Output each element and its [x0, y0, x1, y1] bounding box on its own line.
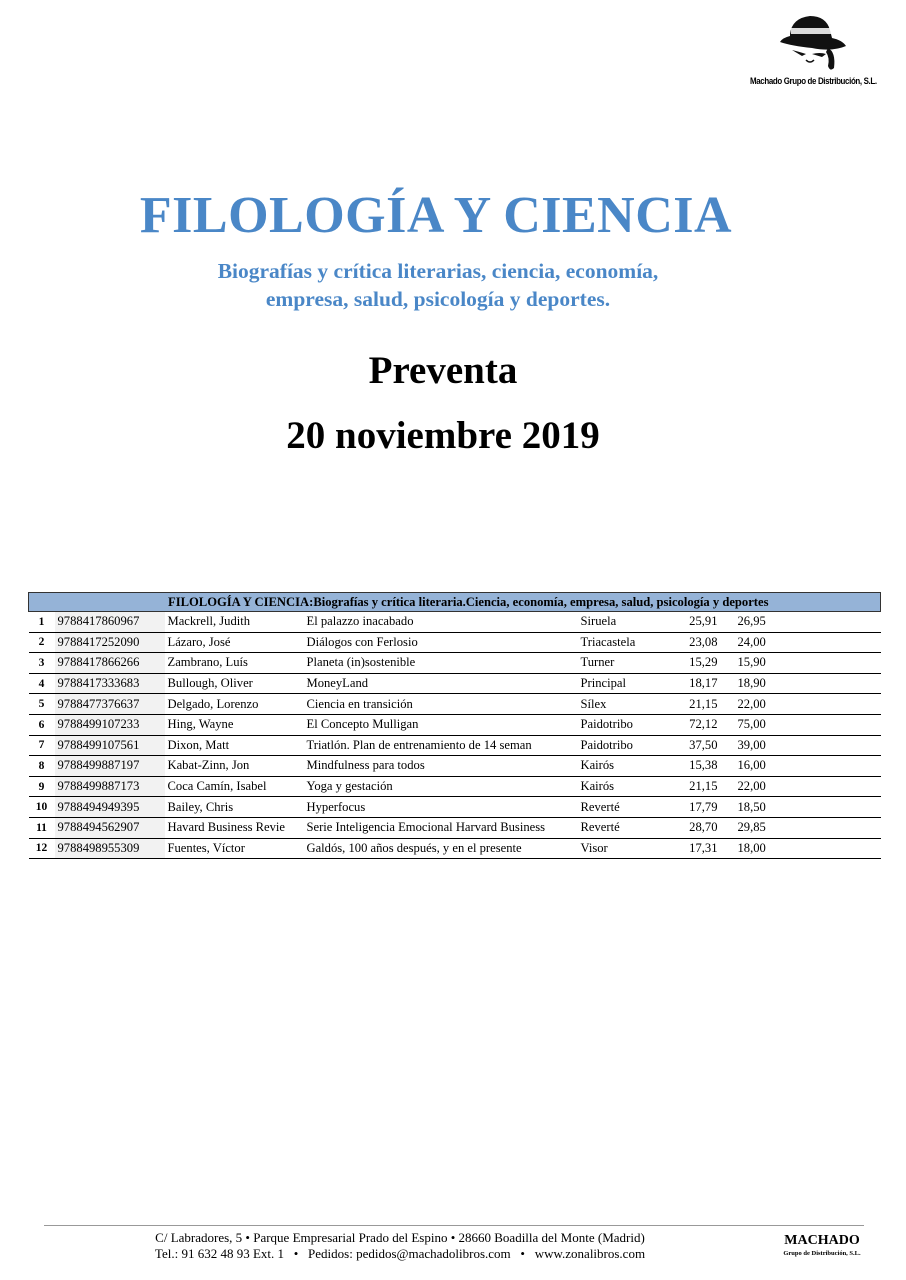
price-cell: 21,15 — [676, 694, 726, 715]
table-row — [29, 632, 881, 653]
row-number: 9 — [29, 776, 55, 797]
row-number: 11 — [29, 817, 55, 838]
publisher-cell: Kairós — [578, 776, 676, 797]
author-cell: Bullough, Oliver — [165, 673, 304, 694]
table-row — [29, 735, 881, 756]
pvp-cell: 16,00 — [726, 756, 881, 777]
author-cell: Mackrell, Judith — [165, 612, 304, 633]
price-cell: 17,79 — [676, 797, 726, 818]
pvp-cell: 15,90 — [726, 653, 881, 674]
table-header: FILOLOGÍA Y CIENCIA:Biografías y crítica literaria.Ciencia, economía, empresa, salud, psicología y deportes — [29, 593, 881, 612]
price-cell: 15,29 — [676, 653, 726, 674]
isbn-cell: 9788499887173 — [55, 776, 165, 797]
isbn-cell: 9788417252090 — [55, 632, 165, 653]
price-cell: 72,12 — [676, 714, 726, 735]
table-row — [29, 838, 881, 859]
title-cell: Ciencia en transición — [304, 694, 578, 715]
table-row — [29, 756, 881, 777]
table-row — [29, 817, 881, 838]
publisher-cell: Triacastela — [578, 632, 676, 653]
title-cell: Galdós, 100 años después, y en el presente — [304, 838, 578, 859]
isbn-cell: 9788417866266 — [55, 653, 165, 674]
table-row — [29, 653, 881, 674]
publisher-cell: Paidotribo — [578, 735, 676, 756]
author-cell: Coca Camín, Isabel — [165, 776, 304, 797]
table-row — [29, 714, 881, 735]
pvp-cell: 18,00 — [726, 838, 881, 859]
row-number: 1 — [29, 612, 55, 633]
footer-address: C/ Labradores, 5 • Parque Empresarial Prado del Espino • 28660 Boadilla del Monte (Madrid) — [155, 1230, 645, 1245]
author-cell: Havard Business Revie — [165, 817, 304, 838]
pvp-cell: 18,50 — [726, 797, 881, 818]
table-row — [29, 612, 881, 633]
logo-text: Machado Grupo de Distribución, S.L. — [750, 76, 877, 86]
author-cell: Bailey, Chris — [165, 797, 304, 818]
pvp-cell: 18,90 — [726, 673, 881, 694]
isbn-cell: 9788499107561 — [55, 735, 165, 756]
isbn-cell: 9788417333683 — [55, 673, 165, 694]
price-cell: 15,38 — [676, 756, 726, 777]
page-subtitle — [0, 257, 876, 313]
price-cell: 25,91 — [676, 612, 726, 633]
publisher-cell: Siruela — [578, 612, 676, 633]
row-number: 3 — [29, 653, 55, 674]
row-number: 10 — [29, 797, 55, 818]
author-cell: Hing, Wayne — [165, 714, 304, 735]
pvp-cell: 24,00 — [726, 632, 881, 653]
publisher-cell: Paidotribo — [578, 714, 676, 735]
pvp-cell: 29,85 — [726, 817, 881, 838]
title-cell: Triatlón. Plan de entrenamiento de 14 seman — [304, 735, 578, 756]
row-number: 6 — [29, 714, 55, 735]
presale-date: 20 noviembre 2019 — [286, 414, 600, 457]
title-cell: Diálogos con Ferlosio — [304, 632, 578, 653]
title-cell: Serie Inteligencia Emocional Harvard Business — [304, 817, 578, 838]
footer-divider — [44, 1225, 864, 1226]
footer-brand: MACHADO — [784, 1233, 860, 1248]
company-logo — [736, 10, 886, 92]
books-table — [28, 592, 881, 859]
row-number: 8 — [29, 756, 55, 777]
price-cell: 21,15 — [676, 776, 726, 797]
isbn-cell: 9788417860967 — [55, 612, 165, 633]
table-row — [29, 673, 881, 694]
publisher-cell: Turner — [578, 653, 676, 674]
subtitle-line-1: Biografías y crítica literarias, ciencia, economía, — [217, 259, 659, 283]
man-with-hat-icon — [776, 12, 848, 74]
isbn-cell: 9788494949395 — [55, 797, 165, 818]
price-cell: 23,08 — [676, 632, 726, 653]
table-row — [29, 797, 881, 818]
author-cell: Lázaro, José — [165, 632, 304, 653]
publisher-cell: Reverté — [578, 797, 676, 818]
author-cell: Zambrano, Luís — [165, 653, 304, 674]
title-cell: Mindfulness para todos — [304, 756, 578, 777]
isbn-cell: 9788498955309 — [55, 838, 165, 859]
title-cell: Planeta (in)sostenible — [304, 653, 578, 674]
pvp-cell: 26,95 — [726, 612, 881, 633]
table-row — [29, 694, 881, 715]
presale-heading: Preventa — [368, 349, 518, 392]
footer-brand-subtitle: Grupo de Distribución, S.L. — [783, 1250, 861, 1257]
page-title: FILOLOGÍA Y CIENCIA — [139, 187, 733, 244]
isbn-cell: 9788499107233 — [55, 714, 165, 735]
publisher-cell: Visor — [578, 838, 676, 859]
row-number: 12 — [29, 838, 55, 859]
price-cell: 37,50 — [676, 735, 726, 756]
row-number: 4 — [29, 673, 55, 694]
publisher-cell: Sílex — [578, 694, 676, 715]
table-header-row — [29, 593, 881, 612]
price-cell: 18,17 — [676, 673, 726, 694]
price-cell: 17,31 — [676, 838, 726, 859]
author-cell: Kabat-Zinn, Jon — [165, 756, 304, 777]
pvp-cell: 22,00 — [726, 694, 881, 715]
pvp-cell: 22,00 — [726, 776, 881, 797]
title-cell: El Concepto Mulligan — [304, 714, 578, 735]
pvp-cell: 75,00 — [726, 714, 881, 735]
isbn-cell: 9788499887197 — [55, 756, 165, 777]
publisher-cell: Kairós — [578, 756, 676, 777]
isbn-cell: 9788494562907 — [55, 817, 165, 838]
footer-address-block — [40, 1230, 760, 1262]
title-cell: El palazzo inacabado — [304, 612, 578, 633]
title-cell: Yoga y gestación — [304, 776, 578, 797]
footer-contact: Tel.: 91 632 48 93 Ext. 1 • Pedidos: pedidos@machadolibros.com • www.zonalibros.com — [154, 1246, 646, 1261]
title-cell: Hyperfocus — [304, 797, 578, 818]
author-cell: Dixon, Matt — [165, 735, 304, 756]
author-cell: Delgado, Lorenzo — [165, 694, 304, 715]
table-row — [29, 776, 881, 797]
price-cell: 28,70 — [676, 817, 726, 838]
row-number: 7 — [29, 735, 55, 756]
publisher-cell: Reverté — [578, 817, 676, 838]
author-cell: Fuentes, Víctor — [165, 838, 304, 859]
subtitle-line-2: empresa, salud, psicología y deportes. — [265, 287, 611, 311]
row-number: 2 — [29, 632, 55, 653]
pvp-cell: 39,00 — [726, 735, 881, 756]
title-cell: MoneyLand — [304, 673, 578, 694]
row-number: 5 — [29, 694, 55, 715]
isbn-cell: 9788477376637 — [55, 694, 165, 715]
publisher-cell: Principal — [578, 673, 676, 694]
